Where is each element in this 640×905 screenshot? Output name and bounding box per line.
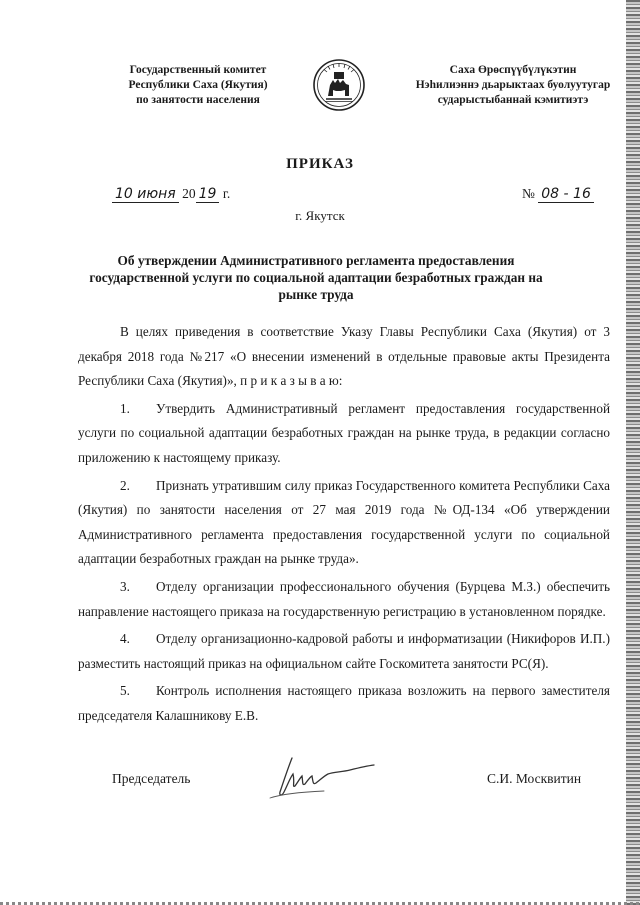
- item-number: 3.: [120, 578, 130, 594]
- date-unit: г.: [222, 186, 231, 201]
- number-value: 08 - 16: [538, 187, 594, 203]
- item-text: Признать утратившим силу приказ Государственного комитета Республики Саха (Якутия) по занятости населения от 27 мая 2019 года №ОД-134 «Об утверждении Административного регламента предоставления государственной услуги по социальной адаптации безработных граждан на рынке труда».: [78, 477, 610, 567]
- order-item: [78, 679, 610, 728]
- item-text: Утвердить Административный регламент предоставления государственной услуги по социальной адаптации безработных граждан на рынке труда, в редакции согласно приложению к настоящему приказу.: [78, 400, 610, 465]
- item-text: Отделу организации профессионального обучения (Бурцева М.З.) обеспечить направление настоящего приказа на государственную регистрацию в установленном порядке.: [78, 578, 610, 619]
- header-left-line: Государственный комитет: [129, 64, 267, 76]
- order-item: [78, 474, 610, 572]
- item-text: Контроль исполнения настоящего приказа возложить на первого заместителя председателя Калашникову Е.В.: [78, 683, 610, 723]
- item-number: 4.: [120, 631, 130, 647]
- header-right-line: Саха Өрөспүүбүлүкэтин: [449, 64, 577, 76]
- item-number: 2.: [120, 477, 130, 493]
- document-title: ПРИКАЗ: [286, 156, 354, 172]
- sakha-republic-emblem-icon: [312, 58, 366, 112]
- date-year-prefix: 20: [182, 186, 196, 201]
- scan-edge-artifact: [626, 0, 640, 905]
- order-item: [78, 575, 610, 624]
- number-sign: №: [522, 186, 535, 201]
- header-left-block: [98, 63, 298, 108]
- header-right-line: Нэһилиэннэ дьарыктаах буолуутугар: [415, 79, 611, 91]
- order-body: [78, 320, 610, 732]
- header-left-line: Республики Саха (Якутия): [128, 79, 268, 91]
- header-right-line: сударыстыбаннай кэмитиэтэ: [437, 94, 589, 106]
- item-number: 5.: [120, 683, 130, 699]
- signer-name: С.И. Москвитин: [487, 771, 582, 786]
- date-year-suffix: 19: [196, 187, 220, 203]
- header-right-block: [378, 63, 640, 108]
- item-text: Отделу организационно-кадровой работы и информатизации (Никифоров И.П.) разместить настоящий приказ на официальном сайте Госкомитета занятости РС(Я).: [78, 631, 610, 671]
- item-number: 1.: [120, 400, 130, 416]
- date-day-month: 10 июня: [112, 187, 179, 203]
- order-item: [78, 627, 610, 676]
- city: г. Якутск: [295, 208, 345, 223]
- header-left-line: по занятости населения: [136, 94, 260, 106]
- signer-position: Председатель: [112, 771, 191, 786]
- order-number: [522, 186, 594, 203]
- preamble: В целях приведения в соответствие Указу Главы Республики Саха (Якутия) от 3 декабря 2018 года №217 «О внесении изменений в отдельные правовые акты Президента Республики Саха (Якутия)», п р и к а з ы в а ю:: [78, 324, 610, 389]
- handwritten-signature-icon: [262, 752, 378, 802]
- order-date: [112, 186, 230, 203]
- order-subject: Об утверждении Административного регламента предоставления государственной услуги по социальной адаптации безработных граждан на рынке труда: [89, 253, 543, 302]
- order-item: [78, 397, 610, 471]
